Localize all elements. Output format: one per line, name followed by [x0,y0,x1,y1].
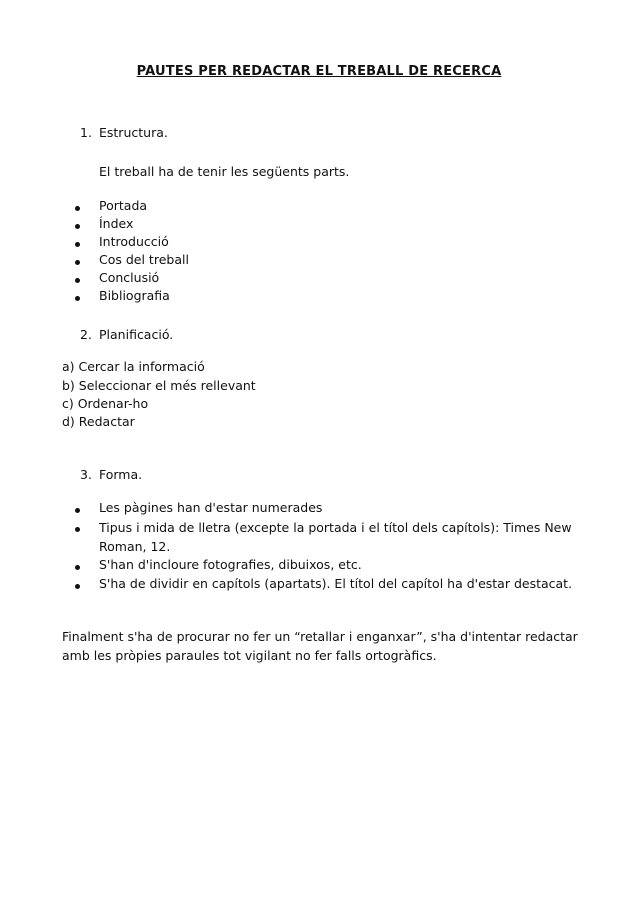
section2-step-c: c) Ordenar-ho [62,396,149,411]
bullet-icon [75,278,80,283]
section2-number: 2. [80,327,92,342]
section2-step-b: b) Seleccionar el més rellevant [62,378,256,393]
section3-heading: Forma. [99,467,143,482]
bullet-icon [75,527,80,532]
bullet-icon [75,508,80,513]
bullet-icon [75,242,80,247]
section1-item-bibliografia: Bibliografia [99,288,170,303]
section1-item-introduccio: Introducció [99,234,169,249]
section3-item-font: Tipus i mida de lletra (excepte la portada i el títol dels capítols): Times New Roman, 12. [99,520,572,554]
bullet-icon [75,565,80,570]
section3-item-numbering: Les pàgines han d'estar numerades [99,500,323,515]
bullet-icon [75,260,80,265]
section3-item-images: S'han d'incloure fotografies, dibuixos, etc. [99,557,362,572]
section3-item-chapters: S'ha de dividir en capítols (apartats). El títol del capítol ha d'estar destacat. [99,576,573,591]
section3-number: 3. [80,467,92,482]
bullet-icon [75,584,80,589]
bullet-icon [75,224,80,229]
section1-heading: Estructura. [99,125,168,140]
section1-item-conclusio: Conclusió [99,270,160,285]
section1-number: 1. [80,125,92,140]
section2-step-a: a) Cercar la informació [62,359,205,374]
bullet-icon [75,296,80,301]
section1-item-index: Índex [99,216,134,231]
document-title: PAUTES PER REDACTAR EL TREBALL DE RECERCA [136,64,502,79]
section2-step-d: d) Redactar [62,414,135,429]
section2-heading: Planificació. [99,327,174,342]
section1-intro: El treball ha de tenir les següents parts. [99,164,350,179]
closing-paragraph: Finalment s'ha de procurar no fer un “retallar i enganxar”, s'ha d'intentar redactar amb les pròpies paraules tot vigilant no fer falls ortogràfics. [62,629,578,663]
section1-item-cos: Cos del treball [99,252,189,267]
section1-item-portada: Portada [99,198,148,213]
bullet-icon [75,206,80,211]
